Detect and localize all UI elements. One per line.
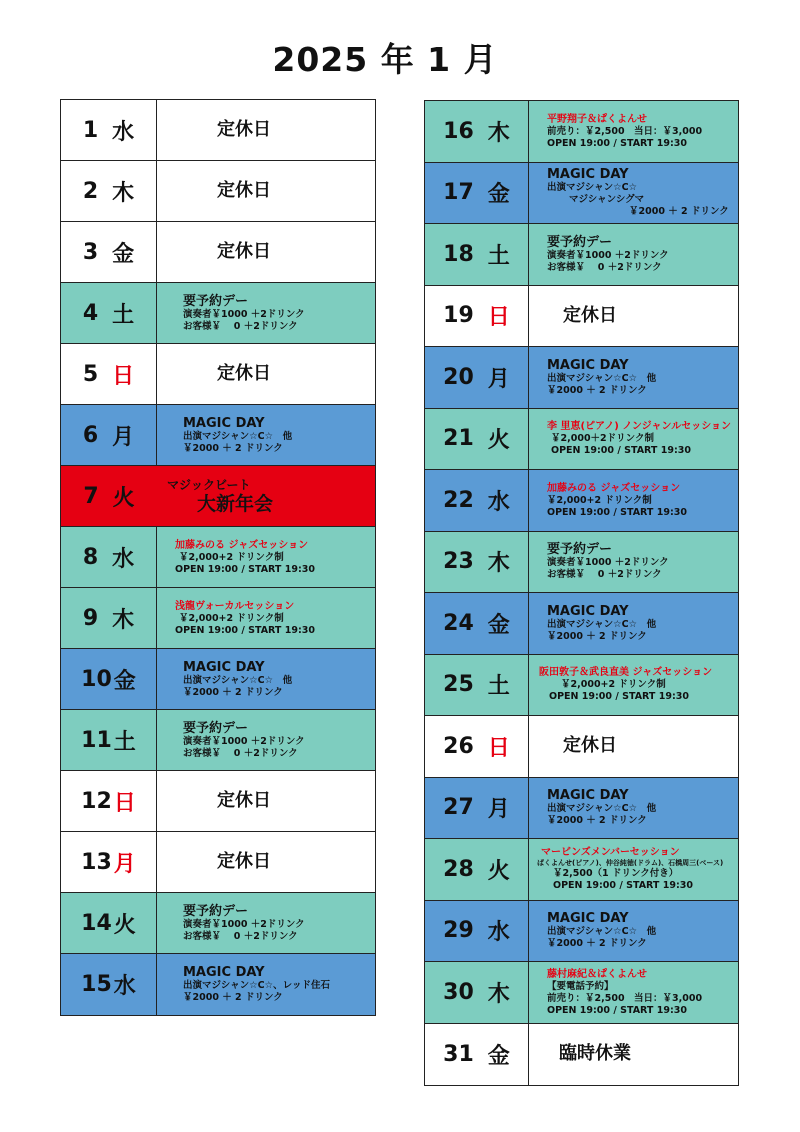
event-line: OPEN 19:00 / START 19:30 xyxy=(551,445,691,457)
day-number: 4 xyxy=(82,300,99,326)
weekday: 土 xyxy=(487,674,510,700)
closed-label: 定休日 xyxy=(217,790,271,811)
weekday: 日 xyxy=(487,735,510,761)
closed-label: 臨時休業 xyxy=(559,1043,631,1065)
closed-label: 定休日 xyxy=(563,304,617,326)
day-number: 17 xyxy=(443,180,474,206)
event-line: OPEN 19:00 / START 19:30 xyxy=(547,506,687,518)
event-title: MAGIC DAY xyxy=(183,659,265,675)
event-cell xyxy=(529,716,738,777)
event-cell xyxy=(529,962,738,1023)
date-cell xyxy=(61,771,157,831)
event-cell xyxy=(157,771,375,831)
schedule-row xyxy=(425,778,738,840)
schedule-row xyxy=(425,163,738,225)
day-number: 11 xyxy=(81,727,112,753)
schedule-row xyxy=(61,161,375,222)
date-cell xyxy=(61,405,157,465)
event-line: 演奏者￥1000 ＋2ドリンク xyxy=(547,557,669,569)
event-cell xyxy=(529,593,738,654)
event-line: お客様￥ 0 ＋2ドリンク xyxy=(183,747,298,759)
event-line: 出演マジシャン☆C☆ 他 xyxy=(547,372,657,384)
date-cell xyxy=(61,588,157,648)
date-cell xyxy=(425,163,529,224)
event-line: 演奏者￥1000 ＋2ドリンク xyxy=(183,308,305,320)
schedule-row xyxy=(61,466,375,527)
date-cell xyxy=(425,716,529,777)
closed-label: 定休日 xyxy=(217,363,271,384)
event-line: マジシャンシグマ xyxy=(569,194,645,206)
weekday: 火 xyxy=(487,858,510,884)
day-number: 8 xyxy=(82,544,99,570)
day-number: 2 xyxy=(82,178,99,204)
date-cell xyxy=(61,100,157,160)
event-line: ￥2000 ＋ 2 ドリンク xyxy=(547,384,647,396)
weekday: 金 xyxy=(487,182,510,208)
schedule-row xyxy=(61,588,375,649)
date-cell xyxy=(425,532,529,593)
event-line: ￥2000 ＋ 2 ドリンク xyxy=(547,938,647,950)
schedule-row xyxy=(425,839,738,901)
event-cell xyxy=(157,588,375,648)
date-cell xyxy=(61,832,157,892)
event-cell xyxy=(157,222,375,282)
closed-label: 定休日 xyxy=(217,180,271,201)
weekday: 水 xyxy=(487,489,510,515)
event-cell xyxy=(529,901,738,962)
day-number: 18 xyxy=(443,241,474,267)
closed-label: 定休日 xyxy=(217,851,271,872)
date-cell xyxy=(425,347,529,408)
weekday: 水 xyxy=(487,920,510,946)
schedule-row xyxy=(425,532,738,594)
schedule-row xyxy=(425,655,738,717)
date-cell xyxy=(425,1024,529,1086)
event-cell xyxy=(529,286,738,347)
event-line: ￥2000 ＋ 2 ドリンク xyxy=(629,206,729,218)
weekday: 金 xyxy=(487,612,510,638)
event-line: ￥2,000+2 ドリンク制 xyxy=(179,551,284,563)
event-line: ￥2,000+2 ドリンク制 xyxy=(547,494,652,506)
day-number: 14 xyxy=(81,910,112,936)
weekday: 火 xyxy=(112,485,135,511)
party-subtitle: マジックビート xyxy=(167,478,251,492)
weekday: 木 xyxy=(487,551,510,577)
event-line: 演奏者￥1000 ＋2ドリンク xyxy=(547,249,669,261)
event-cell xyxy=(529,1024,738,1086)
event-line: OPEN 19:00 / START 19:30 xyxy=(175,624,315,636)
date-cell xyxy=(425,901,529,962)
day-number: 19 xyxy=(443,303,474,329)
date-cell xyxy=(425,224,529,285)
event-line: ￥2000 ＋ 2 ドリンク xyxy=(183,442,283,454)
event-cell xyxy=(157,710,375,770)
event-line: 出演マジシャン☆C☆ 他 xyxy=(183,674,293,686)
day-number: 29 xyxy=(443,918,474,944)
weekday: 月 xyxy=(487,366,510,392)
event-line: 前売り：￥2,500 当日：￥3,000 xyxy=(547,992,703,1004)
weekday: 水 xyxy=(112,119,135,145)
weekday: 木 xyxy=(112,607,135,633)
schedule-row xyxy=(61,832,375,893)
event-title: 加藤みのる ジャズセッション xyxy=(175,539,309,551)
schedule-row xyxy=(61,954,375,1015)
event-title: 加藤みのる ジャズセッション xyxy=(547,482,681,494)
date-cell xyxy=(425,778,529,839)
event-cell xyxy=(529,778,738,839)
weekday: 月 xyxy=(487,797,510,823)
weekday: 土 xyxy=(112,302,135,328)
weekday: 日 xyxy=(487,305,510,331)
schedule-row xyxy=(425,286,738,348)
schedule-row xyxy=(425,716,738,778)
schedule-row xyxy=(61,710,375,771)
schedule-row xyxy=(61,344,375,405)
schedule-row xyxy=(61,405,375,466)
day-number: 16 xyxy=(443,118,474,144)
event-line: 演奏者￥1000 ＋2ドリンク xyxy=(183,918,305,930)
event-line: 【要電話予約】 xyxy=(547,980,614,992)
event-line: 演奏者￥1000 ＋2ドリンク xyxy=(183,735,305,747)
event-line: ￥2,500（1 ドリンク付き） xyxy=(553,868,679,880)
event-line: 出演マジシャン☆C☆ 他 xyxy=(547,803,657,815)
schedule-column-left xyxy=(60,99,376,1016)
day-number: 27 xyxy=(443,795,474,821)
event-cell xyxy=(529,532,738,593)
event-line: ￥2,000＋2ドリンク制 xyxy=(551,433,654,445)
day-number: 5 xyxy=(82,361,99,387)
day-number: 13 xyxy=(81,849,112,875)
event-title: MAGIC DAY xyxy=(547,911,629,927)
event-cell xyxy=(529,347,738,408)
date-cell xyxy=(61,527,157,587)
event-line: ￥2,000+2 ドリンク制 xyxy=(561,679,666,691)
weekday: 土 xyxy=(487,243,510,269)
schedule-row xyxy=(425,901,738,963)
date-cell xyxy=(425,593,529,654)
schedule-row xyxy=(61,771,375,832)
day-number: 7 xyxy=(83,483,99,509)
event-title: MAGIC DAY xyxy=(183,415,265,431)
schedule-row xyxy=(61,283,375,344)
weekday: 火 xyxy=(487,428,510,454)
event-cell xyxy=(157,649,375,709)
event-line: ￥2000 ＋ 2 ドリンク xyxy=(183,686,283,698)
event-line: 出演マジシャン☆C☆ 他 xyxy=(183,430,293,442)
date-cell xyxy=(61,893,157,953)
event-line: OPEN 19:00 / START 19:30 xyxy=(175,563,315,575)
weekday: 金 xyxy=(112,241,135,267)
weekday: 月 xyxy=(112,424,135,450)
event-cell xyxy=(529,163,738,224)
day-number: 6 xyxy=(82,422,99,448)
event-line: OPEN 19:00 / START 19:30 xyxy=(547,1004,687,1016)
event-cell xyxy=(157,832,375,892)
event-line: お客様￥ 0 ＋2ドリンク xyxy=(547,569,662,581)
weekday: 水 xyxy=(113,974,136,999)
event-title: 要予約デー xyxy=(183,903,249,919)
event-cell xyxy=(157,161,375,221)
event-cell xyxy=(529,224,738,285)
event-title: 要予約デー xyxy=(183,293,249,309)
event-title: 要予約デー xyxy=(547,542,613,558)
event-title: 要予約デー xyxy=(547,234,613,250)
day-number: 1 xyxy=(82,117,99,143)
event-line: OPEN 19:00 / START 19:30 xyxy=(553,880,693,892)
day-number: 30 xyxy=(443,979,474,1005)
event-cell xyxy=(157,405,375,465)
weekday: 日 xyxy=(113,790,136,816)
event-line: ￥2000 ＋ 2 ドリンク xyxy=(183,992,283,1003)
date-cell xyxy=(61,283,157,343)
schedule-row xyxy=(425,101,738,163)
event-line: ￥2000 ＋ 2 ドリンク xyxy=(547,815,647,827)
event-title: 浅龍ヴォーカルセッション xyxy=(175,600,295,612)
day-number: 20 xyxy=(443,364,474,390)
schedule-row xyxy=(425,224,738,286)
event-title: 平野翔子＆ぱくよんせ xyxy=(547,113,647,125)
schedule-row xyxy=(425,347,738,409)
schedule-row xyxy=(61,649,375,710)
date-cell xyxy=(425,286,529,347)
schedule-row xyxy=(61,527,375,588)
date-cell xyxy=(61,649,157,709)
date-cell xyxy=(61,161,157,221)
date-cell xyxy=(425,839,529,900)
event-cell xyxy=(157,100,375,160)
schedule-row xyxy=(425,470,738,532)
date-cell xyxy=(61,466,157,526)
schedule-row xyxy=(425,1024,738,1086)
event-line: 出演マジシャン☆C☆ xyxy=(547,182,638,194)
date-cell xyxy=(425,101,529,162)
event-title: MAGIC DAY xyxy=(547,788,629,804)
schedule-row xyxy=(425,962,738,1024)
event-line: ￥2000 ＋ 2 ドリンク xyxy=(547,630,647,642)
event-title: MAGIC DAY xyxy=(547,167,629,183)
event-line: お客様￥ 0 ＋2ドリンク xyxy=(547,261,662,273)
weekday: 日 xyxy=(112,363,135,389)
event-line: 出演マジシャン☆C☆、レッド住石 xyxy=(183,980,330,991)
weekday: 金 xyxy=(113,668,136,694)
weekday: 月 xyxy=(113,851,136,877)
event-cell xyxy=(157,466,375,526)
day-number: 26 xyxy=(443,733,474,759)
event-title: 藤村麻紀＆ぱくよんせ xyxy=(547,968,647,980)
weekday: 木 xyxy=(487,120,510,146)
schedule-column-right xyxy=(424,100,739,1086)
party-title: 大新年会 xyxy=(197,493,274,515)
weekday: 金 xyxy=(487,1043,510,1069)
event-cell xyxy=(529,655,738,716)
weekday: 水 xyxy=(112,546,135,572)
day-number: 3 xyxy=(82,239,99,265)
closed-label: 定休日 xyxy=(217,241,271,262)
day-number: 23 xyxy=(443,549,474,575)
event-line: ￥2,000+2 ドリンク制 xyxy=(179,612,284,624)
day-number: 9 xyxy=(82,605,99,631)
event-line: ぱくよんせ(ピアノ)、仲谷純徳(ドラム)、石橋周三(ベース) xyxy=(537,859,724,868)
event-cell xyxy=(157,527,375,587)
closed-label: 定休日 xyxy=(217,119,271,140)
event-title: MAGIC DAY xyxy=(183,965,265,980)
page-title: 2025 年 1 月 xyxy=(272,40,498,79)
event-title: MAGIC DAY xyxy=(547,357,629,373)
schedule-row xyxy=(61,222,375,283)
schedule-row xyxy=(425,409,738,471)
event-line: OPEN 19:00 / START 19:30 xyxy=(547,137,687,149)
date-cell xyxy=(61,222,157,282)
date-cell xyxy=(425,655,529,716)
weekday: 木 xyxy=(112,180,135,206)
event-line: 前売り：￥2,500 当日：￥3,000 xyxy=(547,125,703,137)
day-number: 10 xyxy=(81,666,112,692)
event-cell xyxy=(529,839,738,900)
day-number: 25 xyxy=(443,672,474,698)
day-number: 28 xyxy=(443,856,474,882)
date-cell xyxy=(425,470,529,531)
schedule-row xyxy=(61,893,375,954)
event-cell xyxy=(157,893,375,953)
date-cell xyxy=(61,710,157,770)
event-cell xyxy=(157,344,375,404)
day-number: 24 xyxy=(443,610,474,636)
day-number: 12 xyxy=(81,788,112,814)
date-cell xyxy=(425,409,529,470)
weekday: 火 xyxy=(113,912,136,938)
schedule-row xyxy=(61,100,375,161)
date-cell xyxy=(61,344,157,404)
event-line: お客様￥ 0 ＋2ドリンク xyxy=(183,320,298,332)
event-line: お客様￥ 0 ＋2ドリンク xyxy=(183,930,298,942)
date-cell xyxy=(425,962,529,1023)
day-number: 21 xyxy=(443,426,474,452)
day-number: 15 xyxy=(81,972,112,997)
date-cell xyxy=(61,954,157,1015)
weekday: 土 xyxy=(113,729,136,755)
event-cell xyxy=(529,409,738,470)
event-title: 阪田敦子＆武良直美 ジャズセッション xyxy=(539,667,713,679)
event-line: OPEN 19:00 / START 19:30 xyxy=(549,691,689,703)
event-line: 出演マジシャン☆C☆ 他 xyxy=(547,926,657,938)
event-cell xyxy=(157,954,375,1015)
schedule-row xyxy=(425,593,738,655)
event-cell xyxy=(157,283,375,343)
event-cell xyxy=(529,101,738,162)
day-number: 22 xyxy=(443,487,474,513)
event-title: 李 里恵(ピアノ) ノンジャンルセッション xyxy=(547,421,732,433)
event-line: 出演マジシャン☆C☆ 他 xyxy=(547,618,657,630)
day-number: 31 xyxy=(443,1041,474,1067)
event-cell xyxy=(529,470,738,531)
event-title: MAGIC DAY xyxy=(547,603,629,619)
event-title: 要予約デー xyxy=(183,720,249,736)
closed-label: 定休日 xyxy=(563,735,617,757)
weekday: 木 xyxy=(487,981,510,1007)
event-title: マービンズメンバーセッション xyxy=(541,847,680,859)
